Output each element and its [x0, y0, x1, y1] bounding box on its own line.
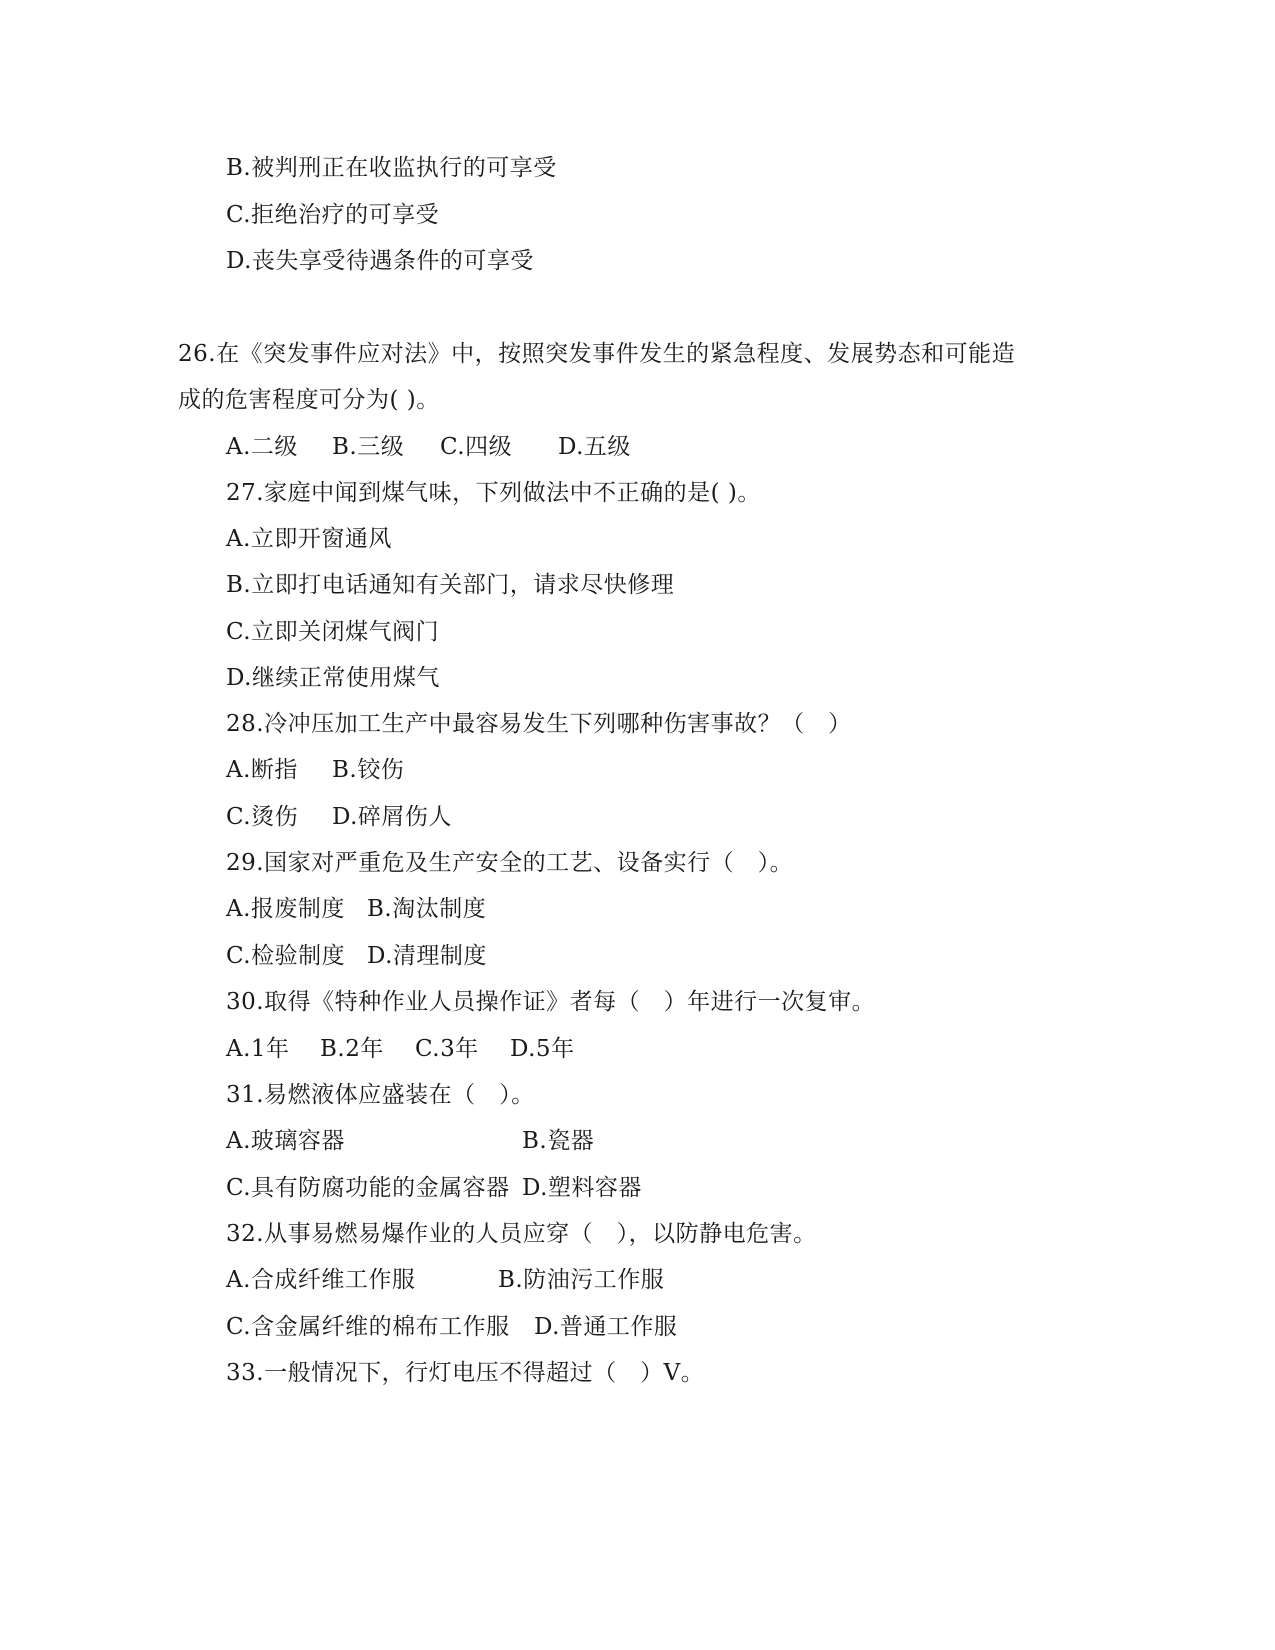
q31-option-b: B.瓷器 — [522, 1128, 595, 1154]
q26-option-d: D.五级 — [558, 434, 631, 460]
q27-stem: 27.家庭中闻到煤气味，下列做法中不正确的是( )。 — [226, 480, 761, 506]
q27-option-b: B.立即打电话通知有关部门，请求尽快修理 — [226, 572, 675, 598]
q27-option-a: A.立即开窗通风 — [226, 526, 392, 552]
q29-option-a: A.报废制度 — [226, 896, 345, 922]
q29-option-c: C.检验制度 — [226, 943, 346, 969]
q26-option-c: C.四级 — [440, 434, 513, 460]
q28-stem: 28.冷冲压加工生产中最容易发生下列哪种伤害事故？（ ） — [226, 711, 852, 737]
q29-stem: 29.国家对严重危及生产安全的工艺、设备实行（ ）。 — [226, 850, 794, 876]
q33-stem: 33.一般情况下，行灯电压不得超过（ ）V。 — [226, 1360, 705, 1386]
q28-option-b: B.铰伤 — [332, 757, 405, 783]
q32-option-c: C.含金属纤维的棉布工作服 — [226, 1314, 510, 1340]
q26-option-b: B.三级 — [332, 434, 405, 460]
q31-option-a: A.玻璃容器 — [226, 1128, 345, 1154]
q31-option-c: C.具有防腐功能的金属容器 — [226, 1175, 510, 1201]
q31-option-d: D.塑料容器 — [522, 1175, 642, 1201]
q26-option-a: A.二级 — [226, 434, 298, 460]
q25-option-d: D.丧失享受待遇条件的可享受 — [226, 248, 534, 274]
q32-option-d: D.普通工作服 — [534, 1314, 678, 1340]
q29-option-b: B.淘汰制度 — [367, 896, 487, 922]
q30-option-a: A.1年 — [226, 1036, 290, 1062]
q28-option-a: A.断指 — [226, 757, 298, 783]
q32-option-b: B.防油污工作服 — [498, 1267, 665, 1293]
q25-option-b: B.被判刑正在收监执行的可享受 — [226, 155, 557, 181]
q25-option-c: C.拒绝治疗的可享受 — [226, 202, 440, 228]
q26-stem-line2: 成的危害程度可分为( )。 — [178, 387, 440, 413]
q31-stem: 31.易燃液体应盛装在（ ）。 — [226, 1082, 535, 1108]
q28-option-d: D.碎屑伤人 — [332, 804, 452, 830]
q32-option-a: A.合成纤维工作服 — [226, 1267, 416, 1293]
q30-stem: 30.取得《特种作业人员操作证》者每（ ）年进行一次复审。 — [226, 989, 876, 1015]
q29-option-d: D.清理制度 — [367, 943, 487, 969]
q30-option-c: C.3年 — [415, 1036, 479, 1062]
q30-option-d: D.5年 — [510, 1036, 575, 1062]
q30-option-b: B.2年 — [320, 1036, 384, 1062]
q32-stem: 32.从事易燃易爆作业的人员应穿（ ），以防静电危害。 — [226, 1221, 817, 1247]
q26-stem-line1: 26.在《突发事件应对法》中，按照突发事件发生的紧急程度、发展势态和可能造 — [178, 341, 1016, 367]
q27-option-c: C.立即关闭煤气阀门 — [226, 619, 440, 645]
q27-option-d: D.继续正常使用煤气 — [226, 665, 440, 691]
q28-option-c: C.烫伤 — [226, 804, 299, 830]
